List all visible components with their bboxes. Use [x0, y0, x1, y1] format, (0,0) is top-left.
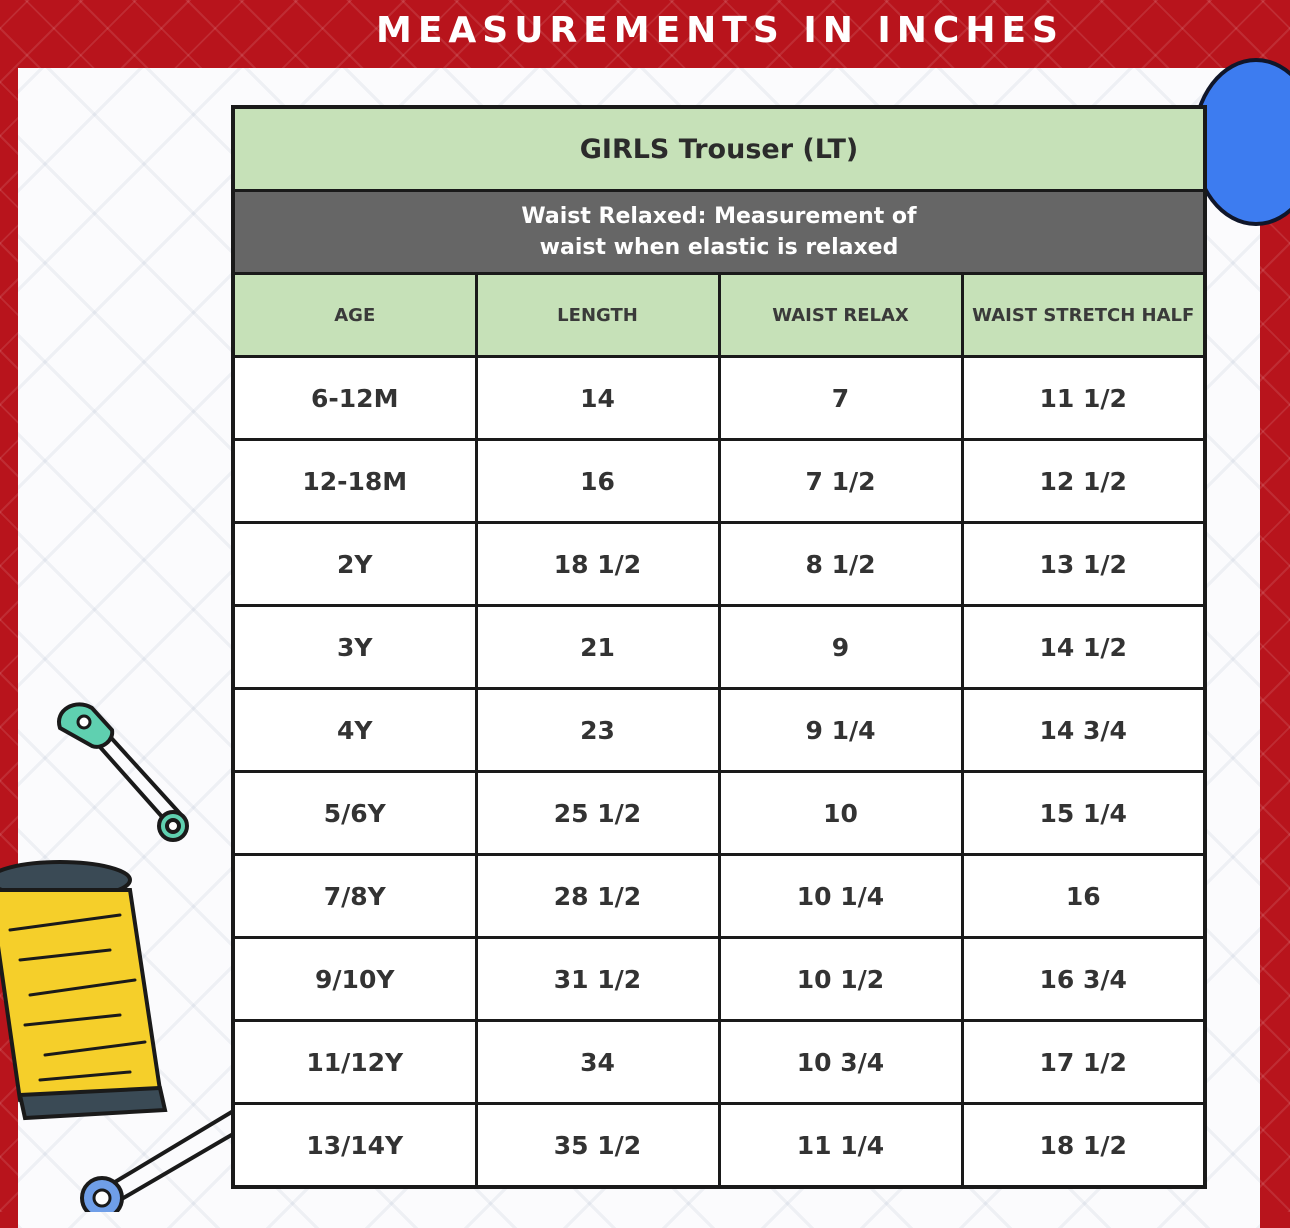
column-header-age: AGE [233, 274, 476, 357]
waist-stretch-half-cell: 13 1/2 [962, 523, 1205, 606]
age-cell: 12-18M [233, 440, 476, 523]
length-cell: 16 [476, 440, 719, 523]
column-header-waist-relax: WAIST RELAX [719, 274, 962, 357]
age-cell: 11/12Y [233, 1021, 476, 1104]
length-cell: 28 1/2 [476, 855, 719, 938]
size-chart-table [231, 105, 1207, 1189]
age-cell: 9/10Y [233, 938, 476, 1021]
waist-relax-cell: 7 1/2 [719, 440, 962, 523]
table-row [233, 440, 1205, 523]
age-cell: 7/8Y [233, 855, 476, 938]
blue-safety-pin-icon [70, 1090, 240, 1212]
age-cell: 5/6Y [233, 772, 476, 855]
waist-stretch-half-cell: 14 3/4 [962, 689, 1205, 772]
waist-relax-cell: 10 3/4 [719, 1021, 962, 1104]
table-row [233, 357, 1205, 440]
waist-relax-cell: 10 1/4 [719, 855, 962, 938]
age-cell: 4Y [233, 689, 476, 772]
age-cell: 2Y [233, 523, 476, 606]
thread-spool-icon [0, 860, 180, 1125]
waist-relax-cell: 10 1/2 [719, 938, 962, 1021]
table-title: GIRLS Trouser (LT) [233, 107, 1205, 191]
waist-stretch-half-cell: 15 1/4 [962, 772, 1205, 855]
waist-stretch-half-cell: 16 3/4 [962, 938, 1205, 1021]
waist-stretch-half-cell: 17 1/2 [962, 1021, 1205, 1104]
age-cell: 6-12M [233, 357, 476, 440]
table-note: Waist Relaxed: Measurement of waist when elastic is relaxed [521, 204, 917, 260]
waist-stretch-half-cell: 18 1/2 [962, 1104, 1205, 1188]
waist-relax-cell: 11 1/4 [719, 1104, 962, 1188]
age-cell: 13/14Y [233, 1104, 476, 1188]
table-row [233, 689, 1205, 772]
length-cell: 31 1/2 [476, 938, 719, 1021]
table-title-row [233, 107, 1205, 191]
table-row [233, 523, 1205, 606]
length-cell: 18 1/2 [476, 523, 719, 606]
waist-relax-cell: 9 [719, 606, 962, 689]
table-note-row [233, 191, 1205, 274]
length-cell: 35 1/2 [476, 1104, 719, 1188]
length-cell: 21 [476, 606, 719, 689]
age-cell: 3Y [233, 606, 476, 689]
column-header-length: LENGTH [476, 274, 719, 357]
table-row [233, 938, 1205, 1021]
table-row [233, 606, 1205, 689]
waist-relax-cell: 7 [719, 357, 962, 440]
column-header-row [233, 274, 1205, 357]
waist-relax-cell: 10 [719, 772, 962, 855]
length-cell: 34 [476, 1021, 719, 1104]
table-row [233, 1104, 1205, 1188]
table-row [233, 1021, 1205, 1104]
waist-stretch-half-cell: 12 1/2 [962, 440, 1205, 523]
table-row [233, 855, 1205, 938]
table-row [233, 772, 1205, 855]
waist-stretch-half-cell: 16 [962, 855, 1205, 938]
length-cell: 25 1/2 [476, 772, 719, 855]
waist-relax-cell: 8 1/2 [719, 523, 962, 606]
waist-stretch-half-cell: 14 1/2 [962, 606, 1205, 689]
table-note-cell [233, 191, 1205, 274]
safety-pin-icon [52, 700, 202, 855]
length-cell: 14 [476, 357, 719, 440]
waist-relax-cell: 9 1/4 [719, 689, 962, 772]
waist-stretch-half-cell: 11 1/2 [962, 357, 1205, 440]
page-title: MEASUREMENTS IN INCHES [376, 10, 1064, 51]
column-header-waist-stretch-half: WAIST STRETCH HALF [962, 274, 1205, 357]
length-cell: 23 [476, 689, 719, 772]
